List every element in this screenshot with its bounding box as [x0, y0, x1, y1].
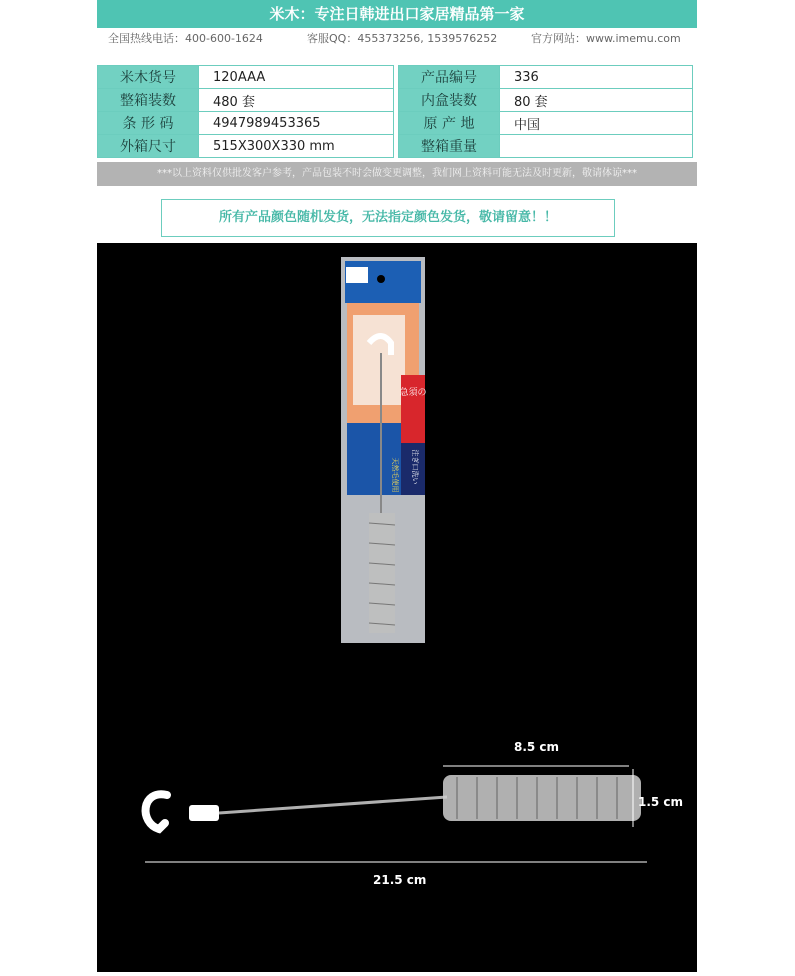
package-label-2: 注ぎ口洗い	[411, 449, 419, 485]
spec-value: 80 套	[500, 89, 693, 112]
table-row	[98, 66, 394, 89]
package-label-3: 天然毛使用	[391, 457, 399, 493]
product-photo	[97, 243, 697, 972]
contact-bar	[97, 28, 697, 46]
package-image	[341, 257, 427, 643]
page-title-banner: 米木：专注日韩进出口家居精品第一家	[97, 0, 697, 28]
spec-table-right	[398, 65, 693, 158]
spec-value: 4947989453365	[199, 112, 394, 135]
brush-image	[146, 775, 641, 829]
brush-diameter-label: 1.5 cm	[638, 795, 684, 809]
spec-label: 整箱装数	[98, 89, 199, 112]
spec-value	[500, 135, 693, 158]
table-row	[399, 135, 693, 158]
spec-table-left	[97, 65, 394, 158]
table-row	[98, 135, 394, 158]
spec-label: 米木货号	[98, 66, 199, 89]
table-row	[98, 112, 394, 135]
product-illustration	[97, 243, 697, 972]
package-label-1: 急須の	[399, 388, 427, 398]
disclaimer-bar: ***以上资料仅供批发客户参考，产品包装不时会做变更调整，我们网上资料可能无法及时更新，敬请体谅***	[97, 162, 697, 186]
spec-value: 515X300X330 mm	[199, 135, 394, 158]
color-notice-box: 所有产品颜色随机发货，无法指定颜色发货，敬请留意！！	[161, 199, 615, 237]
spec-label: 原 产 地	[399, 112, 500, 135]
table-row	[98, 89, 394, 112]
spec-label: 内盒装数	[399, 89, 500, 112]
spec-value: 中国	[500, 112, 693, 135]
qq-text: 客服QQ：455373256, 1539576252	[307, 32, 498, 45]
hotline-text: 全国热线电话：400-600-1624	[108, 32, 263, 45]
table-row	[399, 89, 693, 112]
spec-label: 外箱尺寸	[98, 135, 199, 158]
spec-label: 产品编号	[399, 66, 500, 89]
website-link[interactable]: 官方网站：www.imemu.com	[531, 32, 681, 45]
spec-value: 120AAA	[199, 66, 394, 89]
spec-label: 条 形 码	[98, 112, 199, 135]
spec-value: 336	[500, 66, 693, 89]
total-length-label: 21.5 cm	[373, 873, 427, 887]
table-row	[399, 112, 693, 135]
spec-label: 整箱重量	[399, 135, 500, 158]
brush-length-label: 8.5 cm	[514, 740, 560, 754]
spec-value: 480 套	[199, 89, 394, 112]
table-row	[399, 66, 693, 89]
